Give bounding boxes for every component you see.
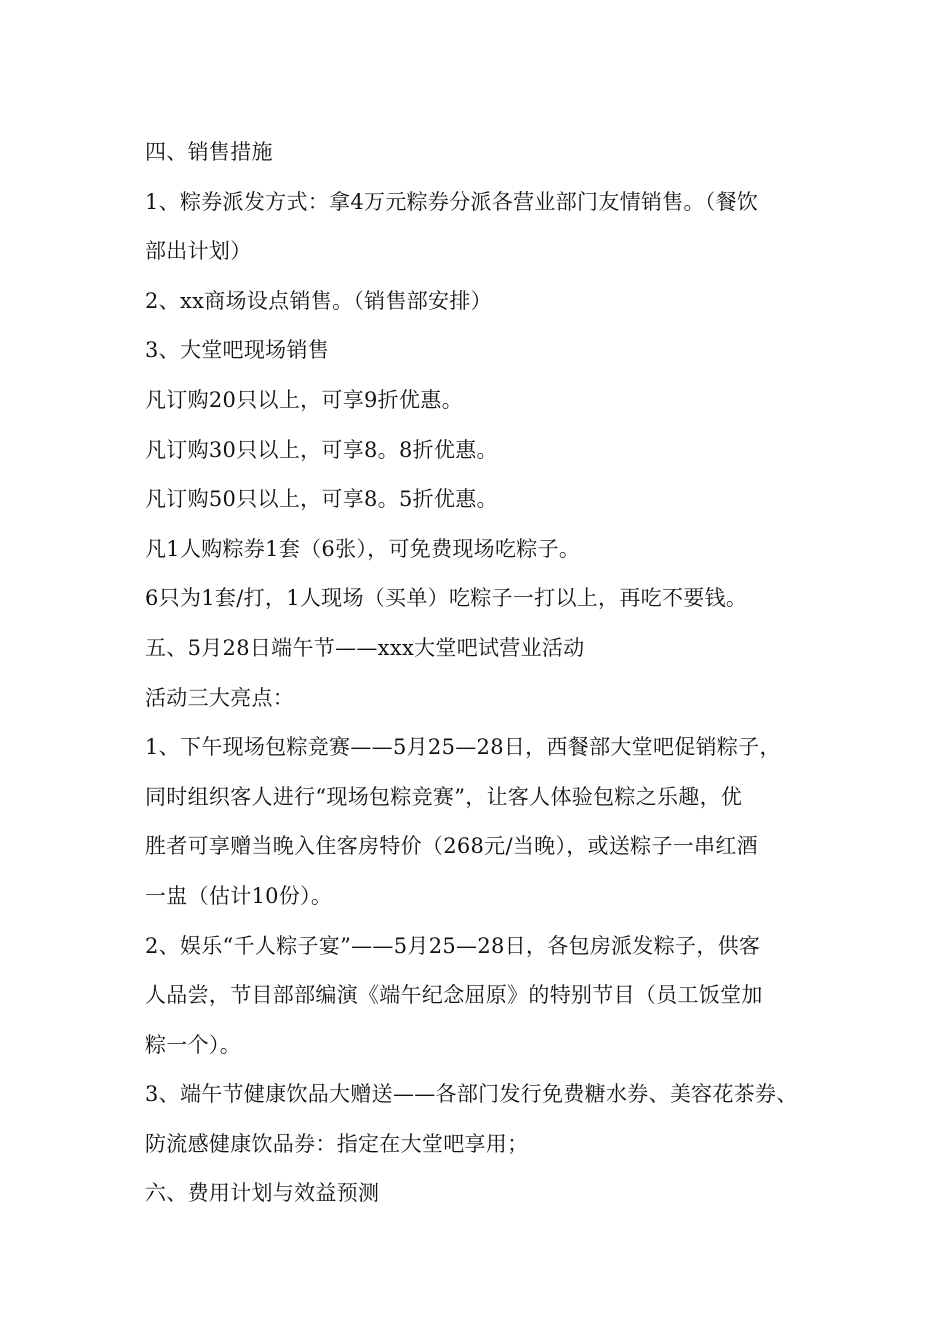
document-body (145, 131, 835, 1222)
paragraph-line: 一盅（估计10份）。 (145, 883, 333, 908)
paragraph-line: 凡订购50只以上，可享8。5折优惠。 (145, 487, 498, 512)
paragraph-line: 部出计划） (145, 239, 252, 264)
paragraph-line: 凡1人购粽券1套（6张），可免费现场吃粽子。 (145, 536, 581, 561)
paragraph-line: 3、端午节健康饮品大赠送——各部门发行免费糖水券、美容花茶券、 (145, 1082, 798, 1107)
paragraph-line: 防流感健康饮品券：指定在大堂吧享用； (145, 1131, 529, 1156)
section-heading-cost-plan: 六、费用计划与效益预测 (145, 1181, 380, 1206)
paragraph-line: 粽一个）。 (145, 1032, 241, 1057)
paragraph-line: 活动三大亮点： (145, 685, 295, 710)
paragraph-line: 人品尝，节目部部编演《端午纪念屈原》的特别节目（员工饭堂加 (145, 983, 763, 1008)
paragraph-line: 2、xx商场设点销售。（销售部安排） (145, 288, 492, 313)
paragraph-line: 凡订购20只以上，可享9折优惠。 (145, 387, 463, 412)
paragraph-line: 同时组织客人进行“现场包粽竞赛”，让客人体验包粽之乐趣，优 (145, 784, 743, 809)
paragraph-line: 1、粽券派发方式：拿4万元粽券分派各营业部门友情销售。（餐饮 (145, 189, 759, 214)
section-heading-dragon-boat-event: 五、5月28日端午节——xxx大堂吧试营业活动 (145, 635, 585, 660)
section-heading-sales-measures: 四、销售措施 (145, 140, 273, 164)
paragraph-line: 3、大堂吧现场销售 (145, 338, 330, 363)
paragraph-line: 胜者可享赠当晚入住客房特价（268元/当晚），或送粽子一串红酒 (145, 834, 758, 859)
paragraph-line: 1、下午现场包粽竞赛——5月25—28日，西餐部大堂吧促销粽子， (145, 735, 781, 760)
paragraph-line: 凡订购30只以上，可享8。8折优惠。 (145, 437, 498, 462)
paragraph-line: 2、娱乐“千人粽子宴”——5月25—28日，各包房派发粽子，供客 (145, 933, 761, 958)
paragraph-line: 6只为1套/打，1人现场（买单）吃粽子一打以上，再吃不要钱。 (145, 586, 748, 611)
